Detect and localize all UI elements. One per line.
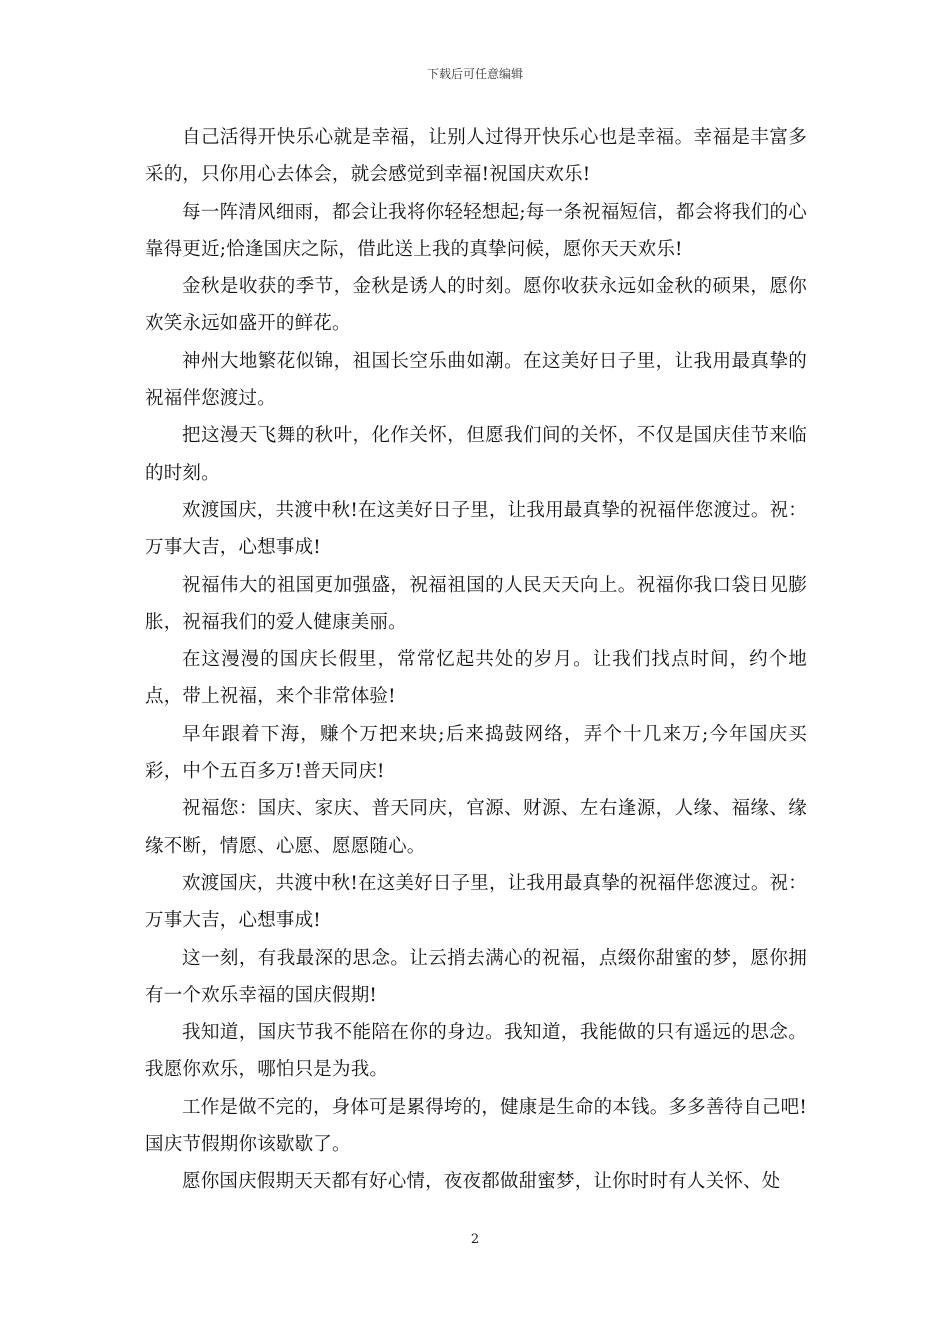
paragraph: 自己活得开快乐心就是幸福，让别人过得开快乐心也是幸福。幸福是丰富多采的，只你用心去体会，就会感觉到幸福!祝国庆欢乐! (145, 127, 807, 186)
paragraph: 把这漫天飞舞的秋叶，化作关怀，但愿我们间的关怀，不仅是国庆佳节来临的时刻。 (145, 425, 807, 484)
paragraph: 每一阵清风细雨，都会让我将你轻轻想起;每一条祝福短信，都会将我们的心靠得更近;恰逢国庆之际，借此送上我的真挚问候，愿你天天欢乐! (145, 201, 807, 260)
paragraph: 我知道，国庆节我不能陪在你的身边。我知道，我能做的只有遥远的思念。我愿你欢乐，哪怕只是为我。 (145, 1022, 807, 1081)
paragraph: 祝福伟大的祖国更加强盛，祝福祖国的人民天天向上。祝福你我口袋日见膨胀，祝福我们的爱人健康美丽。 (145, 574, 807, 633)
paragraph: 神州大地繁花似锦，祖国长空乐曲如潮。在这美好日子里，让我用最真挚的祝福伴您渡过。 (145, 350, 807, 410)
paragraph: 这一刻，有我最深的思念。让云捎去满心的祝福，点缀你甜蜜的梦，愿你拥有一个欢乐幸福的国庆假期! (145, 947, 807, 1006)
paragraph: 欢渡国庆，共渡中秋!在这美好日子里，让我用最真挚的祝福伴您渡过。祝：万事大吉，心想事成! (145, 499, 807, 559)
paragraph: 金秋是收获的季节，金秋是诱人的时刻。愿你收获永远如金秋的硕果，愿你欢笑永远如盛开的鲜花。 (145, 276, 807, 335)
paragraph: 祝福您：国庆、家庆、普天同庆，官源、财源、左右逢源，人缘、福缘、缘缘不断，情愿、心愿、愿愿随心。 (145, 798, 807, 857)
paragraph: 愿你国庆假期天天都有好心情，夜夜都做甜蜜梦，让你时时有人关怀、处 (182, 1171, 781, 1193)
page-number: 2 (470, 1232, 480, 1247)
document-body (145, 119, 807, 1201)
paragraph: 欢渡国庆，共渡中秋!在这美好日子里，让我用最真挚的祝福伴您渡过。祝：万事大吉，心想事成! (145, 872, 807, 932)
paragraph: 早年跟着下海，赚个万把来块;后来捣鼓网络，弄个十几来万;今年国庆买彩，中个五百多万!普天同庆! (145, 723, 807, 783)
page-header: 下载后可任意编辑 (426, 67, 523, 81)
paragraph: 在这漫漫的国庆长假里，常常忆起共处的岁月。让我们找点时间，约个地点，带上祝福，来个非常体验! (145, 649, 807, 708)
paragraph: 工作是做不完的，身体可是累得垮的，健康是生命的本钱。多多善待自己吧!国庆节假期你该歇歇了。 (145, 1096, 807, 1156)
